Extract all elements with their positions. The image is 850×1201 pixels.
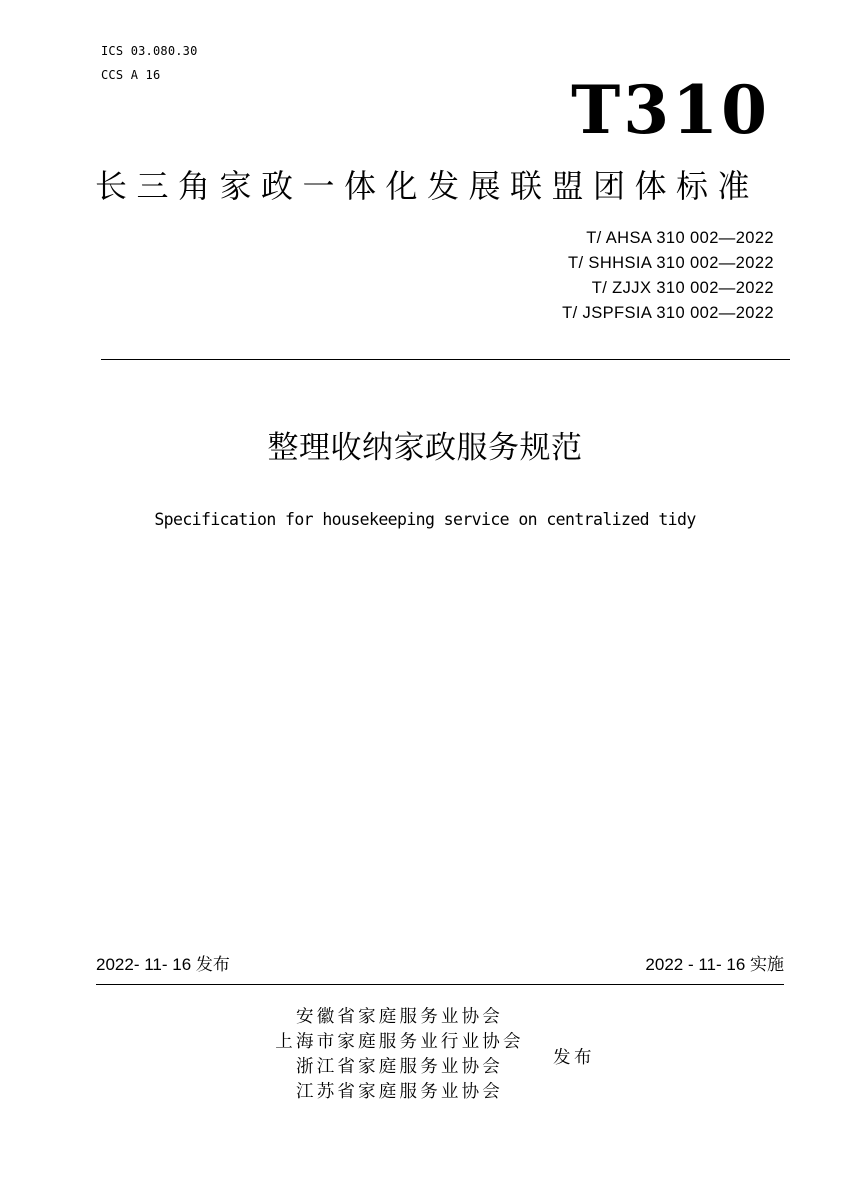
- publisher-shanghai: 上海市家庭服务业行业协会: [275, 1032, 524, 1052]
- standard-number-jspfsia: T/ JSPFSIA 310 002—2022: [562, 304, 774, 322]
- ics-code: ICS 03.080.30: [101, 44, 198, 58]
- standard-number-ahsa: T/ AHSA 310 002—2022: [586, 229, 774, 247]
- issue-date: 2022- 11- 16 发布: [96, 955, 230, 974]
- bottom-divider: [96, 984, 784, 985]
- publisher-jiangsu: 江苏省家庭服务业协会: [296, 1082, 503, 1102]
- implementation-date: 2022 - 11- 16 实施: [645, 955, 784, 974]
- standard-logo: T310: [571, 71, 770, 149]
- document-title-english: Specification for housekeeping service on centralized tidy: [154, 510, 696, 529]
- standard-number-list: [562, 226, 774, 326]
- document-title: 整理收纳家政服务规范: [267, 430, 583, 466]
- organization-title: 长三角家政一体化发展联盟团体标准: [95, 167, 760, 205]
- ccs-code: CCS A 16: [101, 68, 161, 82]
- publisher-anhui: 安徽省家庭服务业协会: [296, 1007, 503, 1027]
- top-divider: [101, 359, 790, 360]
- standard-number-shhsia: T/ SHHSIA 310 002—2022: [567, 254, 774, 272]
- publisher-zhejiang: 浙江省家庭服务业协会: [296, 1057, 503, 1077]
- standard-number-zjjx: T/ ZJJX 310 002—2022: [591, 279, 774, 297]
- publish-label: 发布: [553, 1048, 595, 1068]
- publisher-list: [262, 1005, 537, 1105]
